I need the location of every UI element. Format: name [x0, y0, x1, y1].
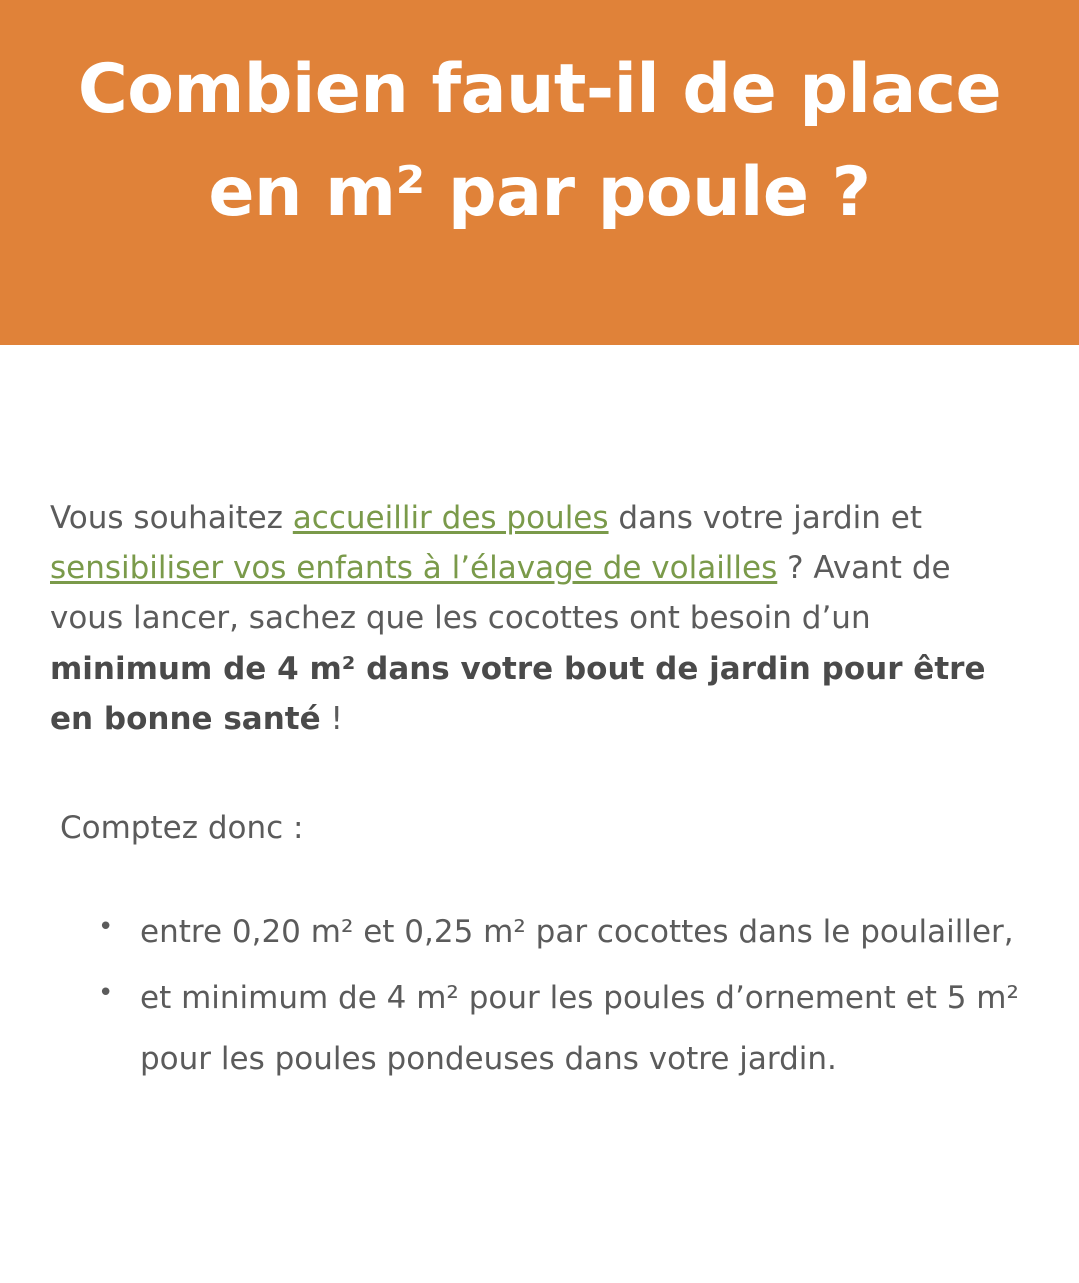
body-top-spacer [50, 345, 1031, 493]
requirements-list [50, 902, 1031, 1089]
list-item: • entre 0,20 m² et 0,25 m² par cocottes dans le poulailler, [76, 902, 1031, 962]
intro-text-part-4: ! [320, 700, 343, 737]
list-lead-in: Comptez donc : [60, 810, 304, 847]
page-title: Combien faut-il de place en m² par poule ? [77, 50, 1002, 233]
article-body [0, 345, 1079, 1089]
intro-paragraph [50, 493, 1010, 744]
intro-text-part-1: Vous souhaitez [50, 500, 293, 536]
link-accueillir-des-poules[interactable]: accueillir des poules [292, 500, 609, 536]
hero-banner [0, 0, 1079, 345]
intro-text-part-3: ? Avant de vous lancer, sachez que les cocottes ont besoin d’un [50, 550, 951, 637]
intro-text-part-2: dans votre jardin et [608, 500, 923, 536]
intro-emphasis: minimum de 4 m² dans votre bout de jardin pour être en bonne santé [50, 650, 986, 737]
list-item: • et minimum de 4 m² pour les poules d’ornement et 5 m² pour les poules pondeuses dans votre jardin. [76, 968, 1031, 1089]
link-sensibiliser-enfants-elevage[interactable]: sensibiliser vos enfants à l’élavage de volailles [50, 550, 778, 587]
